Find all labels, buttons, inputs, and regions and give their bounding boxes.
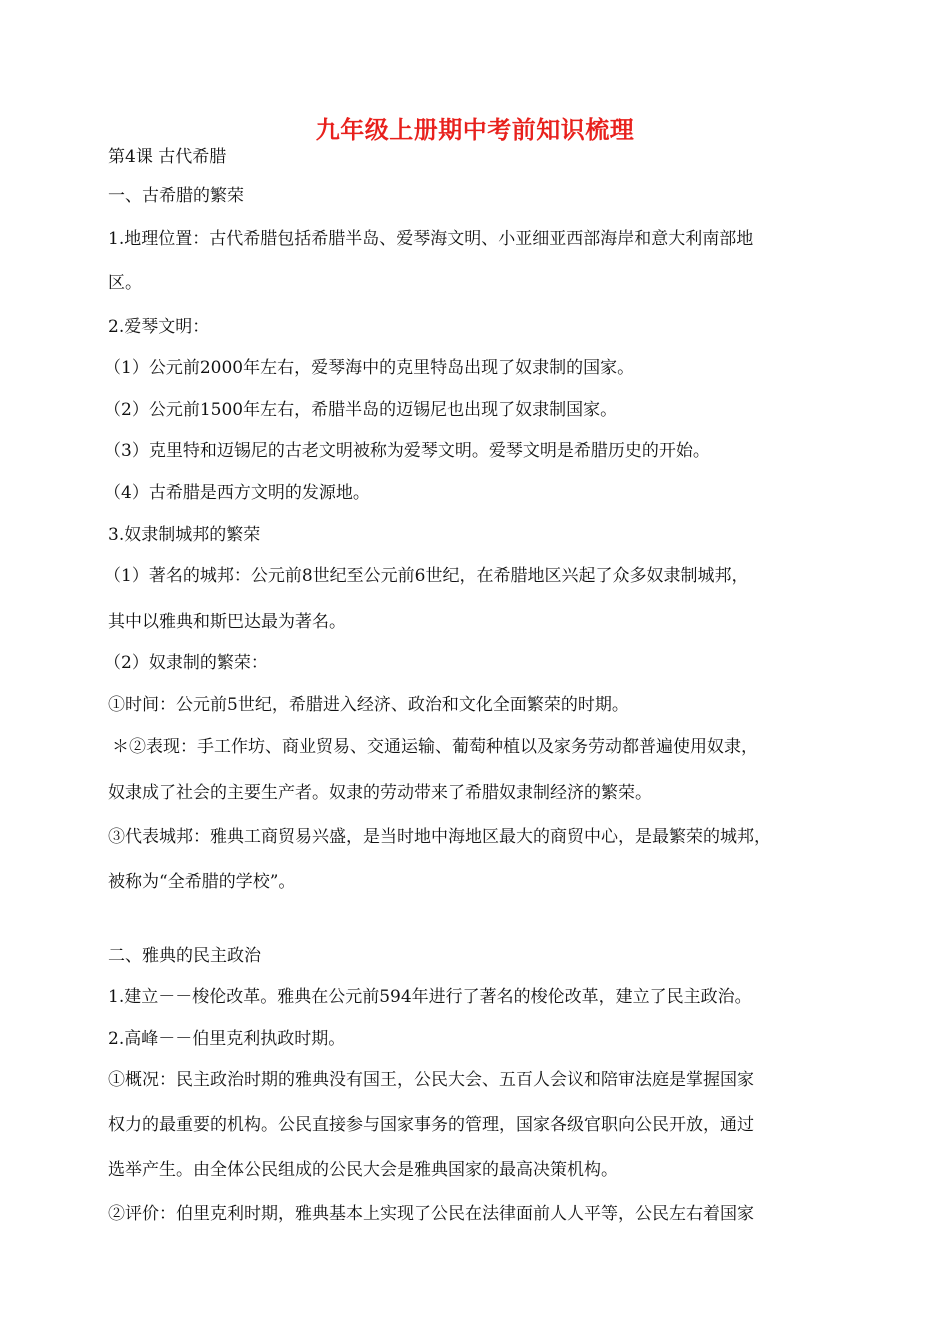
list-item: （3）克里特和迈锡尼的古老文明被称为爱琴文明。爱琴文明是希腊历史的开始。 [104,441,710,461]
list-item: ③代表城邦：雅典工商贸易兴盛，是当时地中海地区最大的商贸中心，是最繁荣的城邦， [108,827,771,847]
list-item: （1）著名的城邦：公元前8世纪至公元前6世纪，在希腊地区兴起了众多奴隶制城邦， [104,566,749,586]
lesson-heading: 第4课 古代希腊 [108,147,227,167]
subsection-heading: 2.爱琴文明： [108,317,210,337]
list-item: ＊②表现：手工作坊、商业贸易、交通运输、葡萄种植以及家务劳动都普遍使用奴隶， [112,737,758,757]
paragraph-line: 选举产生。由全体公民组成的公民大会是雅典国家的最高决策机构。 [108,1160,618,1180]
paragraph-line: 被称为“全希腊的学校”。 [108,872,296,892]
section-heading: 一、古希腊的繁荣 [108,186,244,206]
paragraph-line: 1.建立－－梭伦改革。雅典在公元前594年进行了著名的梭伦改革，建立了民主政治。 [108,987,752,1007]
list-item: ②评价：伯里克利时期，雅典基本上实现了公民在法律面前人人平等，公民左右着国家 [108,1204,754,1224]
list-item: （1）公元前2000年左右，爱琴海中的克里特岛出现了奴隶制的国家。 [104,358,635,378]
paragraph-line: 其中以雅典和斯巴达最为著名。 [108,612,346,632]
section-heading: 二、雅典的民主政治 [108,946,261,966]
list-item: （4）古希腊是西方文明的发源地。 [104,483,370,503]
list-item: ①时间：公元前5世纪，希腊进入经济、政治和文化全面繁荣的时期。 [108,695,629,715]
subsection-heading: 3.奴隶制城邦的繁荣 [108,525,261,545]
list-item: ①概况：民主政治时期的雅典没有国王，公民大会、五百人会议和陪审法庭是掌握国家 [108,1070,754,1090]
paragraph-line: 奴隶成了社会的主要生产者。奴隶的劳动带来了希腊奴隶制经济的繁荣。 [108,783,652,803]
subsection-heading: 2.高峰－－伯里克利执政时期。 [108,1029,346,1049]
list-item: （2）奴隶制的繁荣： [104,653,268,673]
paragraph-line: 1.地理位置：古代希腊包括希腊半岛、爱琴海文明、小亚细亚西部海岸和意大利南部地 [108,229,754,249]
paragraph-line: 区。 [108,273,142,293]
paragraph-line: 权力的最重要的机构。公民直接参与国家事务的管理，国家各级官职向公民开放，通过 [108,1115,754,1135]
list-item: （2）公元前1500年左右，希腊半岛的迈锡尼也出现了奴隶制国家。 [104,400,618,420]
document-title: 九年级上册期中考前知识梳理 [315,116,635,144]
